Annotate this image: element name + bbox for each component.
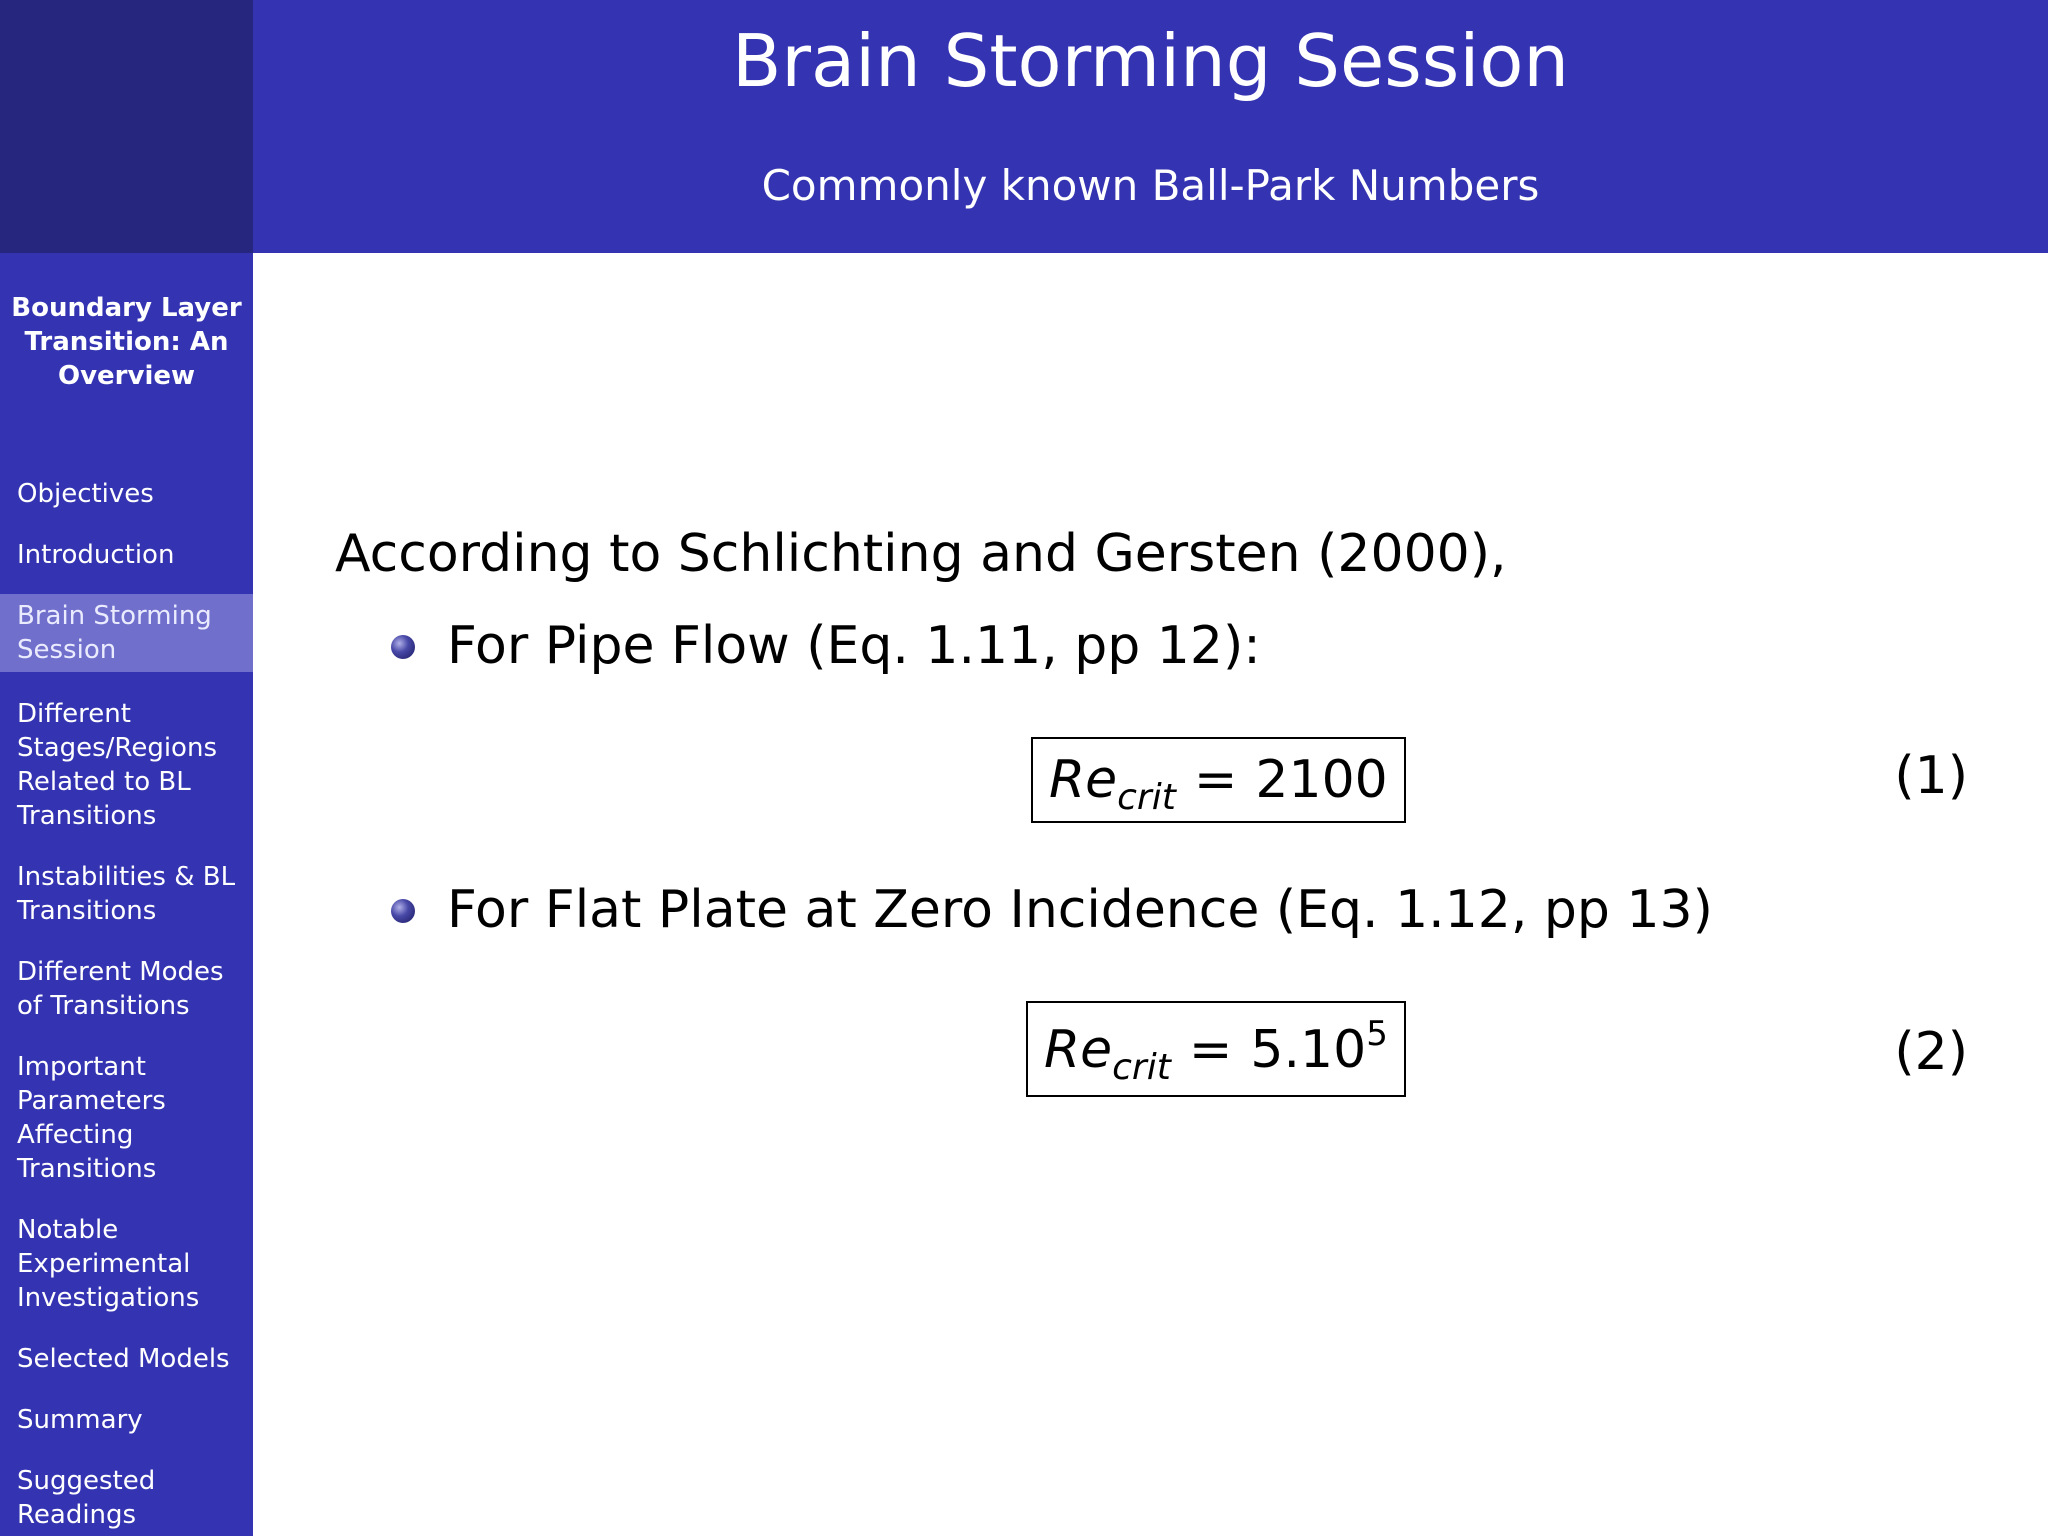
slide-subtitle: Commonly known Ball-Park Numbers: [761, 161, 1540, 210]
sidebar-item-introduction[interactable]: Introduction: [17, 540, 175, 570]
slide-content: [253, 253, 2048, 1536]
equation-subscript: crit: [1117, 777, 1176, 818]
slide-header: [253, 0, 2048, 253]
sidebar-item-brain-storming-session[interactable]: Brain Storming Session: [0, 594, 253, 672]
equation-operator: =: [1188, 1020, 1233, 1080]
sidebar-item-instabilities[interactable]: Instabilities & BL Transitions: [17, 862, 236, 926]
equation-value: 2100: [1255, 750, 1388, 810]
sidebar-item-summary[interactable]: Summary: [17, 1405, 143, 1435]
equation-subscript: crit: [1112, 1047, 1171, 1088]
bullet-icon: [391, 635, 415, 659]
equation-operator: =: [1193, 750, 1238, 810]
equation-exponent: 5: [1366, 1014, 1388, 1054]
sidebar-item-important-parameters[interactable]: Important Parameters Affecting Transitions: [17, 1052, 166, 1184]
equation-base: Re: [1049, 750, 1118, 810]
slide-title: Brain Storming Session: [731, 19, 1570, 103]
sidebar-item-suggested-readings[interactable]: Suggested Readings: [17, 1466, 156, 1530]
equation-number-2: (2): [1894, 1022, 1968, 1082]
equation-box-1: [1031, 737, 1406, 823]
sidebar-item-objectives[interactable]: Objectives: [17, 479, 154, 509]
equation-base: Re: [1044, 1020, 1113, 1080]
equation-box-2: [1026, 1001, 1406, 1097]
bullet-icon: [391, 899, 415, 923]
presentation-title: Boundary Layer Transition: An Overview: [11, 293, 242, 391]
sidebar-item-selected-models[interactable]: Selected Models: [17, 1344, 230, 1374]
sidebar-item-different-stages[interactable]: Different Stages/Regions Related to BL Transitions: [17, 699, 217, 831]
sidebar-item-different-modes[interactable]: Different Modes of Transitions: [17, 957, 224, 1021]
sidebar-nav: [0, 253, 253, 1536]
equation-number-1: (1): [1894, 746, 1968, 806]
bullet-flat-plate: For Flat Plate at Zero Incidence (Eq. 1.12, pp 13): [447, 880, 1713, 940]
sidebar-item-notable-investigations[interactable]: Notable Experimental Investigations: [17, 1215, 200, 1313]
bullet-pipe-flow: For Pipe Flow (Eq. 1.11, pp 12):: [447, 616, 1261, 676]
equation-value: 5.10: [1250, 1020, 1367, 1080]
intro-text: According to Schlichting and Gersten (2000),: [335, 524, 1507, 584]
header-corner: [0, 0, 253, 253]
